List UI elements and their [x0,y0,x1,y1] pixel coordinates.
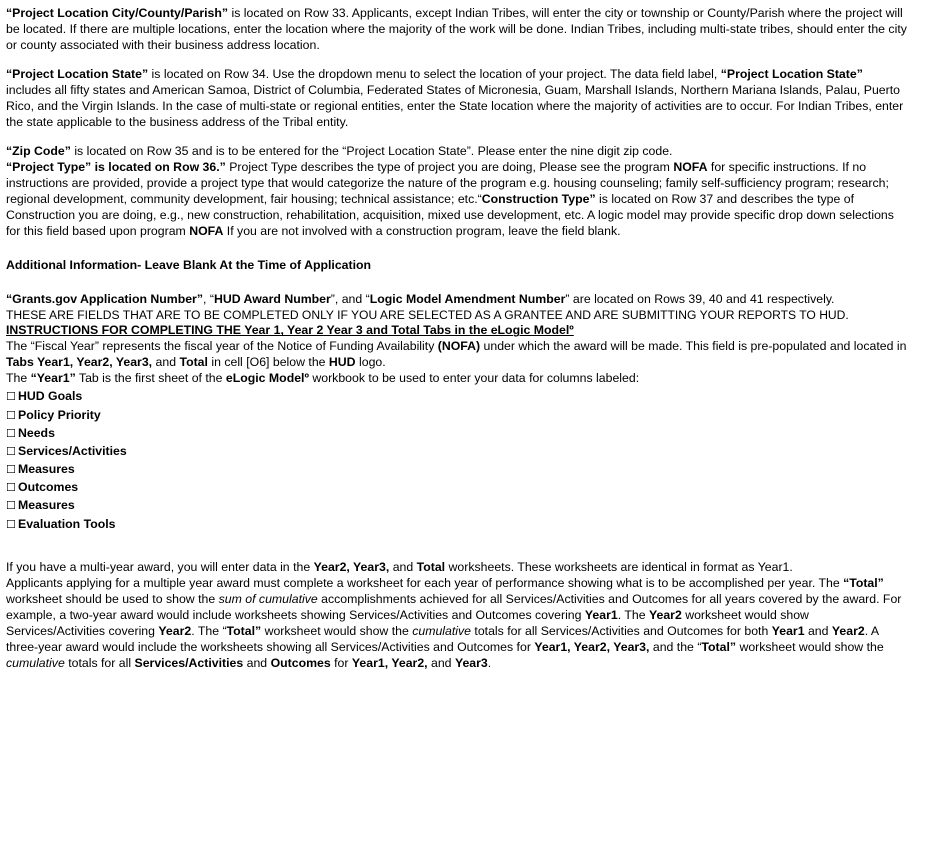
spacer [6,131,908,144]
term-logic-model-amendment-number: Logic Model Amendment Number [369,291,566,306]
text-multiyear-body: worksheets. These worksheets are identical in format as Year1. [445,559,793,574]
text-ws-6: . The “ [191,623,227,638]
term-hud-award-number: HUD Award Number [213,291,331,306]
list-item-label: Needs [18,425,55,440]
text-ws-16: and [427,655,455,670]
box-bullet-icon: ☐ [6,390,16,404]
paragraph-multi-year-award [6,560,908,576]
text-award-sep-1: , “ [203,291,214,306]
text-fiscal-year-cell: in cell [O6] below the [207,355,329,370]
text-ws-12: worksheet would show the [736,639,884,654]
spacer [6,551,908,560]
term-grants-gov-application-number: “Grants.gov Application Number” [6,291,203,306]
term-total-quoted-1: “Total” [843,575,884,590]
list-item-label: Evaluation Tools [18,516,116,531]
term-elogic-model: eLogic Modelº [225,371,309,386]
column-labels-list [6,387,908,532]
paragraph-project-type [6,160,908,240]
term-year2-ref-2: Year2 [158,623,192,638]
text-ws-2: worksheet should be used to show the [6,591,219,606]
text-year1-lead: The [6,371,31,386]
term-total-tab: Total [179,355,208,370]
heading-instructions-tabs: INSTRUCTIONS FOR COMPLETING THE Year 1, Year 2 Year 3 and Total Tabs in the eLogic Modelº [6,323,574,338]
term-year2-year3: Year2, Year3, [313,559,390,574]
spacer [6,54,908,67]
list-item-label: Measures [18,498,75,513]
term-construction-type: Construction Type” [481,191,596,206]
text-fiscal-year-and-1: and [152,355,180,370]
text-project-type-body-3: is located on Row 37 and describes the type of Construction you are doing, e.g., new construction, rehabilitation, acquisition, mixed use development, etc. A logic model may provide specific drop down selections for this field based upon program [6,191,894,238]
text-ws-9: and [804,623,832,638]
spacer [6,533,908,551]
term-total-worksheet: Total [416,559,446,574]
text-ws-5: worksheet would show Services/Activities covering [6,607,809,638]
term-cumulative-2: cumulative [6,655,65,670]
term-sum-of-cumulative: sum of cumulative [218,591,318,606]
paragraph-worksheet-details [6,576,908,672]
term-zip-code: “Zip Code” [6,143,71,158]
term-nofa-3: (NOFA) [437,339,481,354]
list-item [6,424,908,442]
term-tabs-years: Tabs Year1, Year2, Year3, [6,355,153,370]
text-ws-10: . A three-year award would include the worksheets showing all Services/Activities and Outcomes for [6,623,879,654]
paragraph-project-location-state [6,67,908,131]
text-ws-7: worksheet would show the [261,623,413,638]
spacer [6,240,908,258]
text-award-body: ” are located on Rows 39, 40 and 41 respectively. [565,291,835,306]
paragraph-fiscal-year [6,339,908,371]
text-project-type-body-2: for specific instructions. If no instructions are provided, provide a project type that would categorize the nature of the program e.g. housing counseling; family self-sufficiency program; research; regional development, community development, fair housing; technical assistance; etc.“ [6,159,889,206]
term-nofa-2: NOFA [189,223,224,238]
term-year1-year2: Year1, Year2, [351,655,428,670]
paragraph-grantee-note: THESE ARE FIELDS THAT ARE TO BE COMPLETED ONLY IF YOU ARE SELECTED AS A GRANTEE AND ARE SUBMITTING YOUR REPORTS TO HUD. [6,307,849,322]
list-item-label: Outcomes [18,480,79,495]
list-item [6,515,908,533]
text-year1-body-2: workbook to be used to enter your data for columns labeled: [308,371,640,386]
term-nofa-1: NOFA [673,159,708,174]
list-item [6,442,908,460]
term-year2-ref-3: Year2 [831,623,865,638]
text-project-type-body-1: Project Type describes the type of project you are doing, Please see the program [225,159,674,174]
text-ws-17: . [487,655,492,670]
box-bullet-icon: ☐ [6,444,16,458]
text-fiscal-year-body-1: represents the fiscal year of the Notice of Funding Availability [98,339,438,354]
text-project-type-body-4: If you are not involved with a construction program, leave the field blank. [223,223,621,238]
term-project-type: “Project Type” is located on Row 36.” [6,159,226,174]
list-item-label: Policy Priority [18,407,101,422]
paragraph-zip-code [6,144,908,160]
list-item [6,387,908,405]
text-fiscal-year-logo: logo. [355,355,386,370]
spacer [6,274,908,292]
box-bullet-icon: ☐ [6,517,16,531]
text-zip-code-body: is located on Row 35 and is to be entered for the “Project Location State”. Please enter the nine digit zip code. [70,143,673,158]
term-project-location-state-label: “Project Location State” [720,66,863,81]
term-year1-ref-2: Year1 [771,623,805,638]
text-ws-4: . The [617,607,649,622]
text-ws-3: accomplishments achieved for all Services/Activities and Outcomes for all years covered by the award. For example, a two-year award would include worksheets showing Services/Activities and Outcomes covering [6,591,902,622]
term-total-quoted-3: Total” [701,639,737,654]
paragraph-year1-tab [6,371,908,387]
text-ws-15: for [330,655,352,670]
term-year1: “Year1” [30,371,76,386]
term-project-location-city: “Project Location City/County/Parish” [6,6,229,20]
text-ws-13: totals for all [64,655,135,670]
list-item [6,496,908,514]
text-ws-11: and the “ [649,639,702,654]
box-bullet-icon: ☐ [6,408,16,422]
list-item [6,460,908,478]
paragraph-award-numbers [6,292,908,308]
term-year3: Year3 [454,655,488,670]
box-bullet-icon: ☐ [6,463,16,477]
box-bullet-icon: ☐ [6,426,16,440]
term-cumulative-1: cumulative [412,623,471,638]
text-fiscal-year-body-2: under which the award will be made. This field is pre-populated and located in [480,339,907,354]
text-multiyear-and: and [389,559,417,574]
paragraph-project-location-city [6,6,908,54]
text-ws-1: Applicants applying for a multiple year award must complete a worksheet for each year of performance showing what is to be accomplished per year. The [6,575,844,590]
box-bullet-icon: ☐ [6,481,16,495]
text-ws-14: and [243,655,271,670]
term-total-quoted-2: Total” [226,623,262,638]
list-item-label: HUD Goals [18,389,83,404]
term-year2-ref-1: Year2 [648,607,682,622]
box-bullet-icon: ☐ [6,499,16,513]
text-fiscal-year-lead: The “Fiscal Year” [6,339,99,354]
text-year1-body-1: Tab is the first sheet of the [75,371,226,386]
list-item [6,478,908,496]
term-year1-year2-year3: Year1, Year2, Year3, [534,639,650,654]
term-services-activities: Services/Activities [134,655,244,670]
text-project-location-city-body: is located on Row 33. Applicants, except Indian Tribes, will enter the city or township or County/Parish where the project will be located. If there are multiple locations, enter the location where the majority of the work will be done. Indian Tribes, including multi-state tribes, should enter the city or county associated with their business address location. [6,6,907,52]
text-state-body-1: is located on Row 34. Use the dropdown menu to select the location of your project. The data field label, [148,66,721,81]
list-item-label: Services/Activities [18,443,127,458]
list-item [6,406,908,424]
term-project-location-state: “Project Location State” [6,66,149,81]
text-multiyear-lead: If you have a multi-year award, you will enter data in the [6,559,314,574]
text-award-sep-2: ”, and “ [330,291,370,306]
term-hud: HUD [328,355,356,370]
text-ws-8: totals for all Services/Activities and Outcomes for both [471,623,772,638]
list-item-label: Measures [18,462,75,477]
text-state-body-2: includes all fifty states and American Samoa, District of Columbia, Federated States of Micronesia, Guam, Marshall Islands, Northern Mariana Islands, Palau, Puerto Rico, and the Virgin Islands. In the case of multi-state or regional entities, enter the State location where the majority of activities are to occur. For Indian Tribes, enter the state applicable to the business address of the Tribal entity. [6,82,904,129]
heading-additional-information: Additional Information- Leave Blank At the Time of Application [6,257,372,272]
term-year1-ref-1: Year1 [584,607,618,622]
term-outcomes: Outcomes [270,655,331,670]
